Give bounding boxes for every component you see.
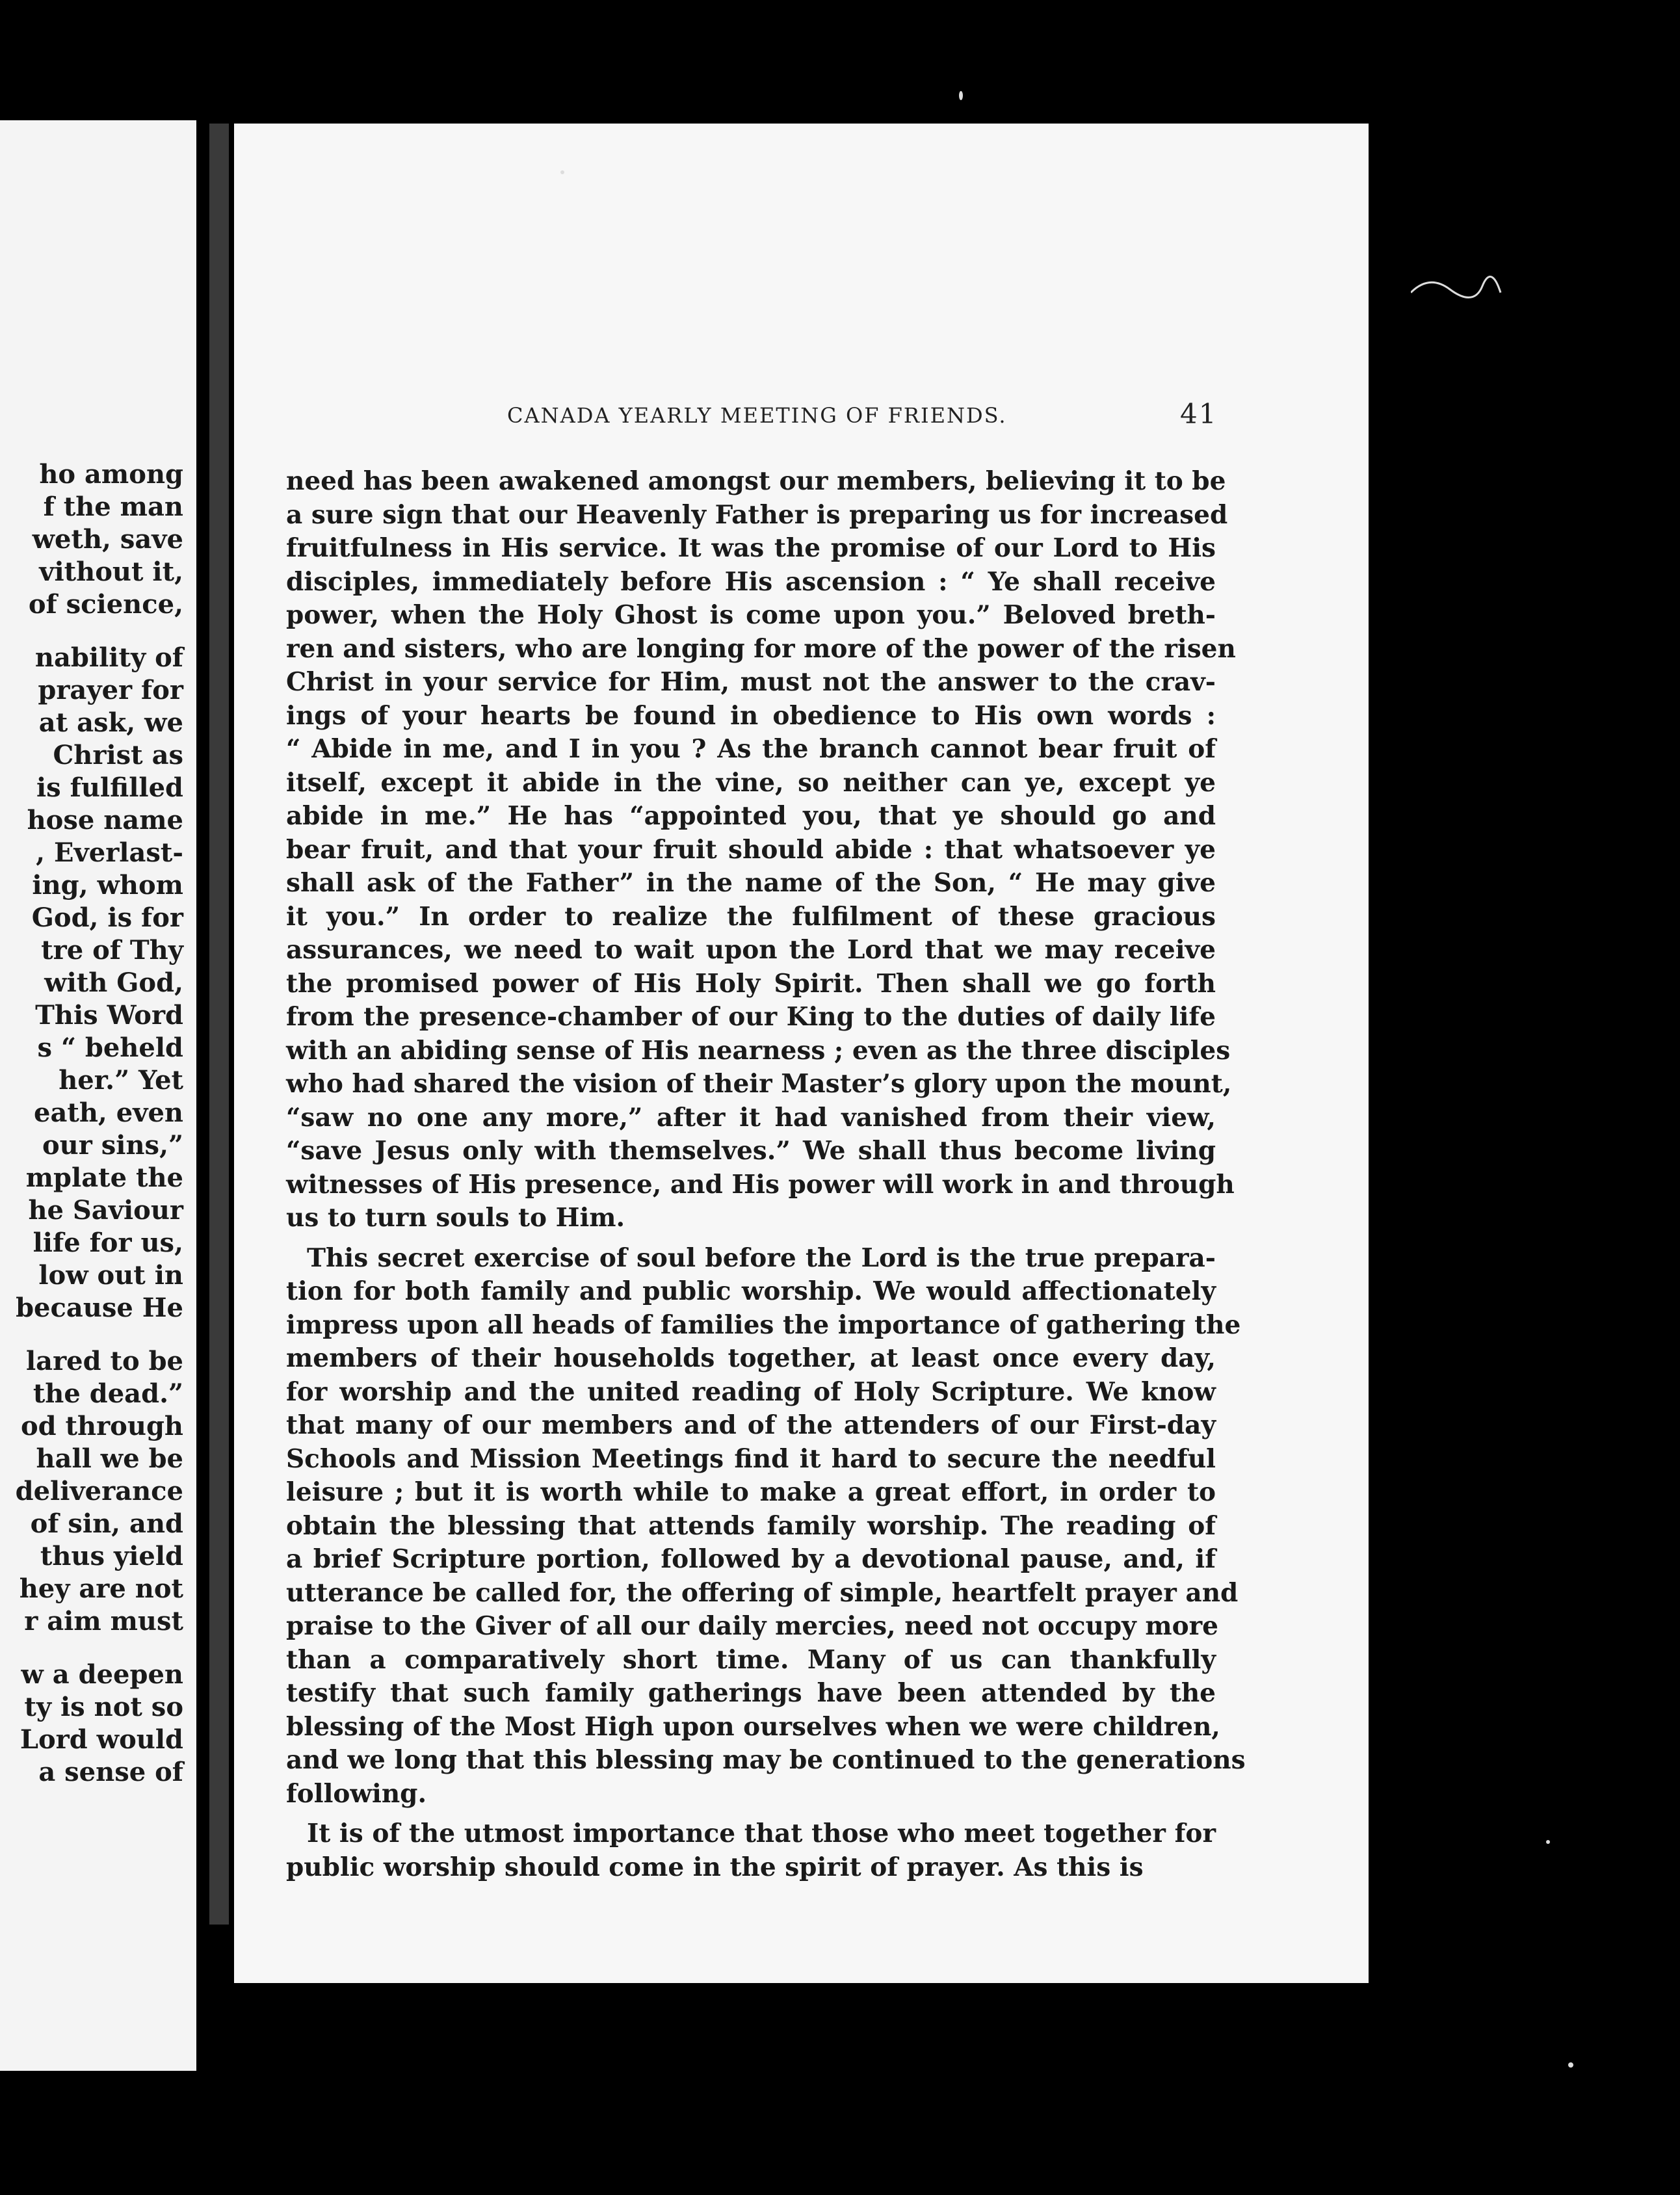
text-line: abide in me.” He has “appointed you, that ye should go and bbox=[286, 801, 1216, 831]
previous-page-line: the dead.” bbox=[33, 1378, 183, 1409]
scan-speck bbox=[560, 170, 564, 174]
previous-page-line: w a deepen bbox=[21, 1659, 183, 1690]
text-line: impress upon all heads of families the importance of gathering the bbox=[286, 1309, 1241, 1340]
text-line: Christ in your service for Him, must not the answer to the crav- bbox=[286, 667, 1216, 697]
previous-page-line: od through bbox=[20, 1411, 183, 1441]
text-line: fruitfulness in His service. It was the promise of our Lord to His bbox=[286, 533, 1216, 563]
previous-page-line: This Word bbox=[35, 1000, 183, 1031]
previous-page-gap bbox=[0, 621, 196, 642]
text-line: with an abiding sense of His nearness ; even as the three disciples bbox=[286, 1035, 1231, 1066]
previous-page-line: r aim must bbox=[24, 1606, 183, 1636]
previous-page-line: of science, bbox=[28, 589, 183, 620]
previous-page-line: eath, even bbox=[34, 1098, 183, 1128]
previous-page-line: our sins,” bbox=[42, 1130, 183, 1161]
previous-page-line: Lord would bbox=[20, 1724, 183, 1755]
previous-page-line: deliverance bbox=[15, 1476, 183, 1506]
scan-speck bbox=[1568, 2062, 1573, 2068]
previous-page-line: s “ beheld bbox=[37, 1032, 183, 1063]
text-line: testify that such family gatherings have been attended by the bbox=[286, 1678, 1216, 1708]
paragraph-gap bbox=[286, 1811, 1216, 1817]
previous-page-line: lared to be bbox=[25, 1346, 183, 1376]
previous-page-line: a sense of bbox=[38, 1757, 183, 1787]
text-line: a sure sign that our Heavenly Father is preparing us for increased bbox=[286, 499, 1228, 530]
text-line: assurances, we need to wait upon the Lord that we may receive bbox=[286, 935, 1216, 965]
previous-page-line: Christ as bbox=[53, 740, 183, 770]
previous-page-line: tre of Thy bbox=[41, 935, 183, 966]
text-line: utterance be called for, the offering of simple, heartfelt prayer and bbox=[286, 1577, 1239, 1608]
scan-hair bbox=[1411, 273, 1502, 312]
previous-page-line: thus yield bbox=[40, 1541, 183, 1571]
previous-page-line: with God, bbox=[44, 967, 183, 998]
text-line: the promised power of His Holy Spirit. Then shall we go forth bbox=[286, 968, 1216, 999]
text-line: “save Jesus only with themselves.” We shall thus become living bbox=[286, 1136, 1216, 1166]
text-line: members of their households together, at least once every day, bbox=[286, 1343, 1216, 1373]
previous-page-line: mplate the bbox=[25, 1163, 183, 1193]
previous-page-line: he Saviour bbox=[28, 1195, 183, 1226]
paragraph bbox=[286, 465, 1236, 1235]
text-line: witnesses of His presence, and His power will work in and through bbox=[286, 1169, 1235, 1200]
text-line: itself, except it abide in the vine, so neither can ye, except ye bbox=[286, 767, 1216, 798]
scan-speck bbox=[959, 91, 963, 100]
running-title: CANADA YEARLY MEETING OF FRIENDS. bbox=[507, 403, 1007, 428]
text-line: than a comparatively short time. Many of us can thankfully bbox=[286, 1644, 1216, 1675]
text-line: praise to the Giver of all our daily mercies, need not occupy more bbox=[286, 1611, 1218, 1641]
text-line: it you.” In order to realize the fulfilment of these gracious bbox=[286, 901, 1216, 932]
text-line: disciples, immediately before His ascension : “ Ye shall receive bbox=[286, 566, 1216, 597]
page-gutter bbox=[209, 124, 229, 1925]
text-line: ren and sisters, who are longing for more of the power of the risen bbox=[286, 633, 1236, 664]
text-line: tion for both family and public worship. We would affectionately bbox=[286, 1276, 1216, 1306]
text-line: It is of the utmost importance that those who meet together for bbox=[307, 1819, 1216, 1848]
text-line: public worship should come in the spirit of prayer. As this is bbox=[286, 1852, 1144, 1882]
text-line: “saw no one any more,” after it had vanished from their view, bbox=[286, 1102, 1216, 1133]
previous-page-line: because He bbox=[16, 1293, 183, 1323]
paragraph bbox=[286, 1242, 1246, 1811]
text-line: blessing of the Most High upon ourselves when we were children, bbox=[286, 1711, 1220, 1742]
book-page bbox=[234, 124, 1369, 1983]
previous-page-fragment bbox=[0, 120, 196, 2071]
running-head bbox=[234, 398, 1369, 442]
text-line: need has been awakened amongst our members, believing it to be bbox=[286, 466, 1226, 496]
previous-page-line: low out in bbox=[38, 1260, 183, 1291]
previous-page-line: hey are not bbox=[19, 1573, 183, 1604]
previous-page-gap bbox=[0, 1324, 196, 1345]
previous-page-line: f the man bbox=[43, 492, 183, 522]
text-line: us to turn souls to Him. bbox=[286, 1203, 625, 1233]
previous-page-gap bbox=[0, 1638, 196, 1659]
previous-page-line: vithout it, bbox=[39, 557, 183, 587]
paragraph bbox=[286, 1817, 1216, 1884]
text-line: following. bbox=[286, 1778, 427, 1809]
page-number: 41 bbox=[1180, 398, 1218, 430]
previous-page-line: of sin, and bbox=[30, 1508, 183, 1539]
text-line: and we long that this blessing may be continued to the generations bbox=[286, 1745, 1246, 1775]
previous-page-line: prayer for bbox=[38, 675, 183, 705]
previous-page-line: is fulfilled bbox=[36, 772, 183, 803]
text-line: Schools and Mission Meetings find it hard to secure the needful bbox=[286, 1443, 1216, 1474]
previous-page-line: hose name bbox=[27, 805, 183, 835]
previous-page-line: at ask, we bbox=[38, 707, 183, 738]
previous-page-line: her.” Yet bbox=[59, 1065, 183, 1096]
previous-page-line: nability of bbox=[34, 642, 183, 673]
paragraph-gap bbox=[286, 1235, 1216, 1242]
previous-page-line: life for us, bbox=[33, 1228, 183, 1258]
text-line: that many of our members and of the attenders of our First-day bbox=[286, 1410, 1216, 1440]
text-line: leisure ; but it is worth while to make a great effort, in order to bbox=[286, 1477, 1216, 1507]
text-line: for worship and the united reading of Holy Scripture. We know bbox=[286, 1376, 1216, 1407]
text-line: power, when the Holy Ghost is come upon you.” Beloved breth- bbox=[286, 600, 1216, 630]
previous-page-line: , Everlast- bbox=[36, 837, 183, 868]
previous-page-line: hall we be bbox=[36, 1443, 183, 1474]
body-text bbox=[286, 465, 1246, 1884]
text-line: shall ask of the Father” in the name of the Son, “ He may give bbox=[286, 868, 1216, 898]
previous-page-line: ho among bbox=[39, 459, 183, 490]
text-line: “ Abide in me, and I in you ? As the branch cannot bear fruit of bbox=[286, 734, 1216, 764]
previous-page-text bbox=[0, 458, 196, 1789]
previous-page-line: ing, whom bbox=[32, 870, 183, 900]
text-line: a brief Scripture portion, followed by a devotional pause, and, if bbox=[286, 1544, 1216, 1574]
previous-page-line: weth, save bbox=[32, 524, 183, 555]
text-line: This secret exercise of soul before the Lord is the true prepara- bbox=[307, 1242, 1216, 1273]
text-line: from the presence-chamber of our King to the duties of daily life bbox=[286, 1002, 1216, 1032]
text-line: bear fruit, and that your fruit should abide : that whatsoever ye bbox=[286, 834, 1216, 865]
previous-page-line: ty is not so bbox=[24, 1692, 183, 1722]
text-line: ings of your hearts be found in obedience to His own words : bbox=[286, 700, 1216, 731]
scan-speck bbox=[1546, 1840, 1550, 1844]
previous-page-line: God, is for bbox=[31, 902, 183, 933]
text-line: obtain the blessing that attends family worship. The reading of bbox=[286, 1510, 1216, 1541]
text-line: who had shared the vision of their Master’s glory upon the mount, bbox=[286, 1069, 1232, 1099]
